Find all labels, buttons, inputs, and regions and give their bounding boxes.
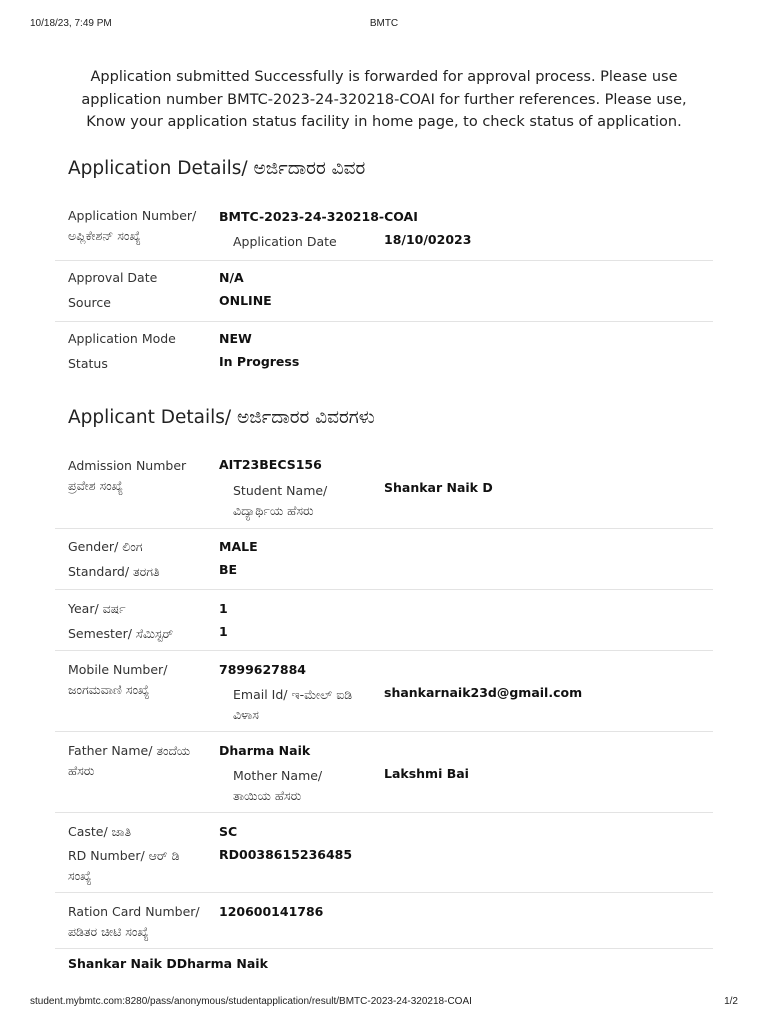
mother-name-label: Mother Name/ ತಾಯಿಯ ಹೆಸರು xyxy=(233,768,323,803)
print-datetime: 10/18/23, 7:49 PM xyxy=(30,18,112,29)
semester-label: Semester/ ಸೆಮಿಸ್ಟರ್ xyxy=(68,626,174,641)
admission-number-value: AIT23BECS156 xyxy=(219,457,322,472)
admission-number-label: Admission Number ಪ್ರವೇಶ ಸಂಖ್ಯೆ xyxy=(68,458,187,493)
status-label: Status xyxy=(68,356,108,371)
source-value: ONLINE xyxy=(219,293,272,308)
mobile-number-value: 7899627884 xyxy=(219,662,306,677)
applicant-details-table xyxy=(55,448,713,949)
ration-card-value: 120600141786 xyxy=(219,904,324,919)
mobile-number-label: Mobile Number/ ಜಂಗಮವಾಣಿ ಸಂಖ್ಯೆ xyxy=(68,662,168,697)
applicant-names-footer: Shankar Naik DDharma Naik xyxy=(68,956,268,971)
table-row xyxy=(55,200,713,261)
application-details-table xyxy=(55,200,713,384)
table-row xyxy=(55,322,713,384)
mother-name-value: Lakshmi Bai xyxy=(384,766,469,781)
table-row xyxy=(55,448,713,529)
application-mode-label: Application Mode xyxy=(68,331,176,346)
table-row xyxy=(55,590,713,651)
print-header xyxy=(30,18,738,32)
rd-number-label: RD Number/ ಆರ್ ಡಿ ಸಂಖ್ಯೆ xyxy=(68,848,180,883)
success-notice: Application submitted Successfully is forwarded for approval process. Please use application number BMTC-2023-24-320218-COAI for further references. Please use, Know your application status facility in home page, to check status of application. xyxy=(81,69,687,130)
email-value: shankarnaik23d@gmail.com xyxy=(384,685,583,700)
table-row xyxy=(55,529,713,590)
father-name-value: Dharma Naik xyxy=(219,743,311,758)
application-details-heading: Application Details/ ಅರ್ಜಿದಾರರ ವಿವರ xyxy=(68,158,366,179)
approval-date-label: Approval Date xyxy=(68,270,158,285)
print-title: BMTC xyxy=(369,18,399,29)
table-row xyxy=(55,893,713,949)
application-date-value: 18/10/02023 xyxy=(384,232,472,247)
source-label: Source xyxy=(68,295,111,310)
student-name-label: Student Name/ ವಿದ್ಯಾರ್ಥಿಯ ಹೆಸರು xyxy=(233,483,328,518)
status-value: In Progress xyxy=(219,354,300,369)
table-row xyxy=(55,651,713,732)
page-number: 1/2 xyxy=(724,996,738,1007)
standard-label: Standard/ ತರಗತಿ xyxy=(68,564,160,579)
table-row xyxy=(55,261,713,322)
year-label: Year/ ವರ್ಷ xyxy=(68,601,126,616)
application-date-label: Application Date xyxy=(233,234,337,249)
application-number-value: BMTC-2023-24-320218-COAI xyxy=(219,209,418,224)
page-url: student.mybmtc.com:8280/pass/anonymous/studentapplication/result/BMTC-2023-24-320218-COAI xyxy=(30,996,472,1007)
applicant-details-heading: Applicant Details/ ಅರ್ಜಿದಾರರ ವಿವರಗಳು xyxy=(68,407,375,428)
gender-value: MALE xyxy=(219,539,258,554)
application-number-label: Application Number/ ಅಪ್ಲಿಕೇಶನ್ ಸಂಖ್ಯೆ xyxy=(68,208,197,243)
caste-label: Caste/ ಜಾತಿ xyxy=(68,824,132,839)
application-mode-value: NEW xyxy=(219,331,252,346)
print-footer xyxy=(30,996,738,1010)
ration-card-label: Ration Card Number/ ಪಡಿತರ ಚೀಟಿ ಸಂಖ್ಯೆ xyxy=(68,904,200,939)
caste-value: SC xyxy=(219,824,238,839)
approval-date-value: N/A xyxy=(219,270,244,285)
student-name-value: Shankar Naik D xyxy=(384,480,493,495)
email-label: Email Id/ ಇ-ಮೇಲ್ ಐಡಿ ವಿಳಾಸ xyxy=(233,687,353,722)
standard-value: BE xyxy=(219,562,238,577)
rd-number-value: RD0038615236485 xyxy=(219,847,353,862)
semester-value: 1 xyxy=(219,624,228,639)
father-name-label: Father Name/ ತಂದೆಯ ಹೆಸರು xyxy=(68,743,191,778)
gender-label: Gender/ ಲಿಂಗ xyxy=(68,539,143,554)
year-value: 1 xyxy=(219,601,228,616)
table-row xyxy=(55,813,713,893)
table-row xyxy=(55,732,713,813)
